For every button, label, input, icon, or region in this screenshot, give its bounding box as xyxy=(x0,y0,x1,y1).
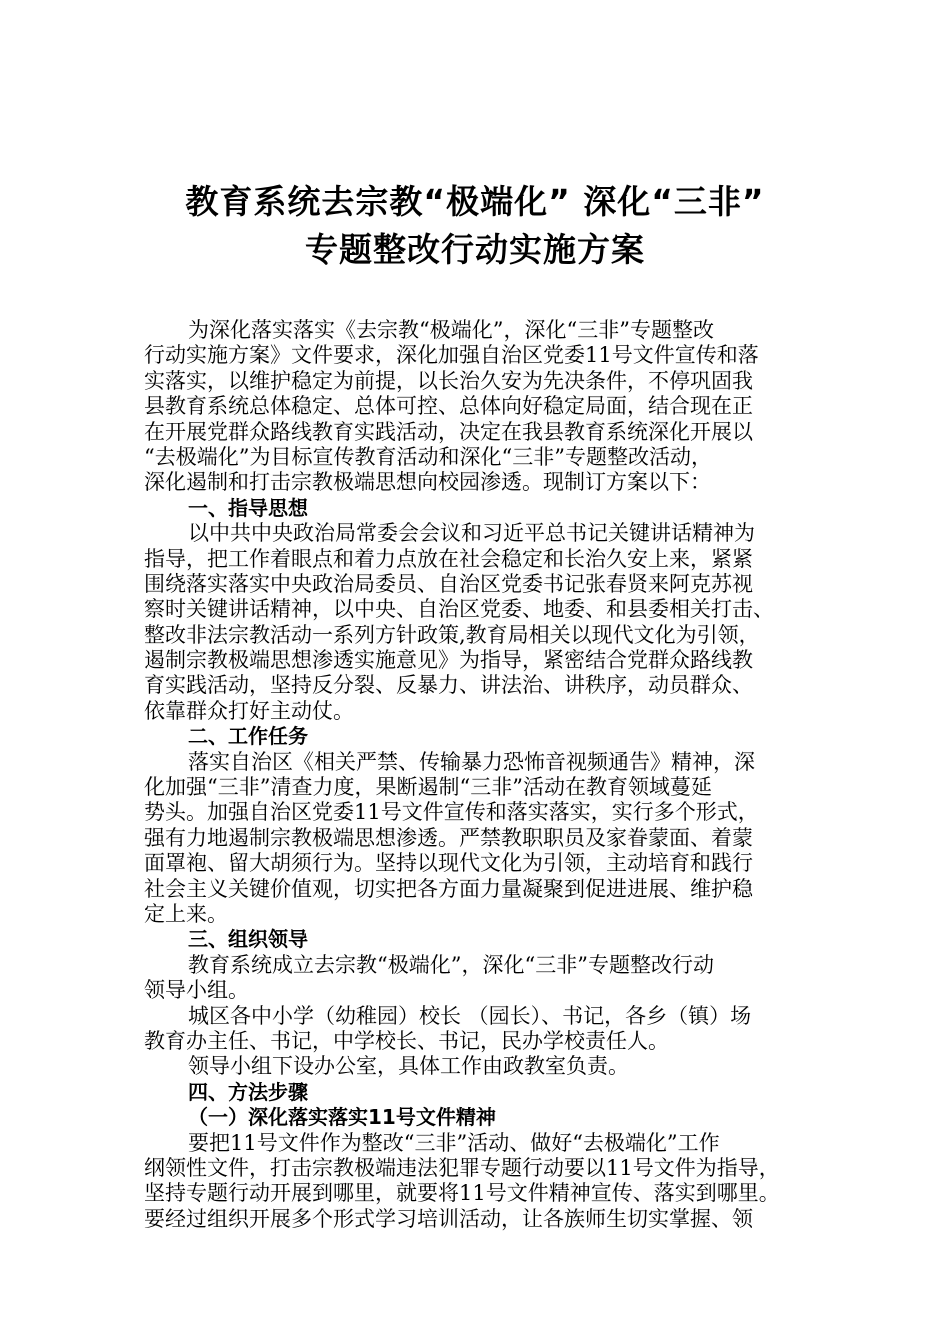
section-heading: 一、指导思想 xyxy=(188,495,308,520)
body-text-line: 依靠群众打好主动仗。 xyxy=(144,698,354,723)
body-text-line: 面罩袍、留大胡须行为。坚持以现代文化为引领，主动培育和践行 xyxy=(144,851,753,876)
body-text-line: 深化遏制和打击宗教极端思想向校园渗透。现制订方案以下： xyxy=(144,470,711,495)
body-text-line: 围绕落实落实中央政治局委员、自治区党委书记张春贤来阿克苏视 xyxy=(144,571,753,596)
body-text-line: 教育系统成立去宗教“极端化”，深化“三非”专题整改行动 xyxy=(188,952,714,977)
body-text-line: 社会主义关键价值观，切实把各方面力量凝聚到促进进展、维护稳 xyxy=(144,876,753,901)
body-text-line: 遏制宗教极端思想渗透实施意见》为指导，紧密结合党群众路线教 xyxy=(144,648,753,673)
body-text-line: 整改非法宗教活动一系列方针政策,教育局相关以现代文化为引领， xyxy=(144,622,760,647)
body-text-line: 领导小组下设办公室，具体工作由政教室负责。 xyxy=(188,1054,629,1079)
body-text-line: 教育办主任、书记，中学校长、书记，民办学校责任人。 xyxy=(144,1028,669,1053)
body-text-line: 育实践活动，坚持反分裂、反暴力、讲法治、讲秩序，动员群众、 xyxy=(144,673,753,698)
body-text-line: 强有力地遏制宗教极端思想渗透。严禁教职职员及家眷蒙面、着蒙 xyxy=(144,825,753,850)
body-text-line: 察时关键讲话精神，以中央、自治区党委、地委、和县委相关打击、 xyxy=(144,597,774,622)
body-text-line: 以中共中央政治局常委会会议和习近平总书记关键讲话精神为 xyxy=(188,521,755,546)
document-body xyxy=(144,318,814,1232)
body-text-line: 为深化落实落实《去宗教“极端化”，深化“三非”专题整改 xyxy=(188,318,714,342)
body-text-line: 纲领性文件，打击宗教极端违法犯罪专题行动要以11号文件为指导， xyxy=(144,1155,780,1180)
section-heading: （一）深化落实落实11号文件精神 xyxy=(188,1105,496,1130)
body-text-line: 城区各中小学（幼稚园）校长 （园长）、书记，各乡（镇）场 xyxy=(188,1003,752,1028)
body-text-line: 要经过组织开展多个形式学习培训活动，让各族师生切实掌握、领 xyxy=(144,1206,753,1231)
body-text-line: 行动实施方案》文件要求，深化加强自治区党委11号文件宣传和落 xyxy=(144,343,759,368)
body-text-line: 落实自治区《相关严禁、传输暴力恐怖音视频通告》精神，深 xyxy=(188,749,755,774)
document-title-line-1: 教育系统去宗教“极端化” 深化“三非” xyxy=(185,182,765,221)
body-text-line: 要把11号文件作为整改“三非”活动、做好“去极端化”工作 xyxy=(188,1130,720,1155)
body-text-line: 定上来。 xyxy=(144,901,228,926)
section-heading: 二、工作任务 xyxy=(188,724,308,749)
body-text-line: “去极端化”为目标宣传教育活动和深化“三非”专题整改活动， xyxy=(144,444,712,469)
body-text-line: 坚持专题行动开展到哪里，就要将11号文件精神宣传、落实到哪里。 xyxy=(144,1181,780,1206)
body-text-line: 县教育系统总体稳定、总体可控、总体向好稳定局面，结合现在正 xyxy=(144,394,753,419)
body-text-line: 化加强“三非”清查力度，果断遏制“三非”活动在教育领域蔓延 xyxy=(144,775,712,800)
body-text-line: 指导，把工作着眼点和着力点放在社会稳定和长治久安上来，紧紧 xyxy=(144,546,753,571)
section-heading: 三、组织领导 xyxy=(188,927,308,952)
body-text-line: 势头。加强自治区党委11号文件宣传和落实落实，实行多个形式， xyxy=(144,800,759,825)
body-text-line: 实落实，以维护稳定为前提，以长治久安为先决条件，不停巩固我 xyxy=(144,368,753,393)
body-text-line: 领导小组。 xyxy=(144,978,249,1003)
document-title-line-2: 专题整改行动实施方案 xyxy=(305,230,645,269)
body-text-line: 在开展党群众路线教育实践活动，决定在我县教育系统深化开展以 xyxy=(144,419,753,444)
section-heading: 四、方法步骤 xyxy=(188,1079,308,1104)
